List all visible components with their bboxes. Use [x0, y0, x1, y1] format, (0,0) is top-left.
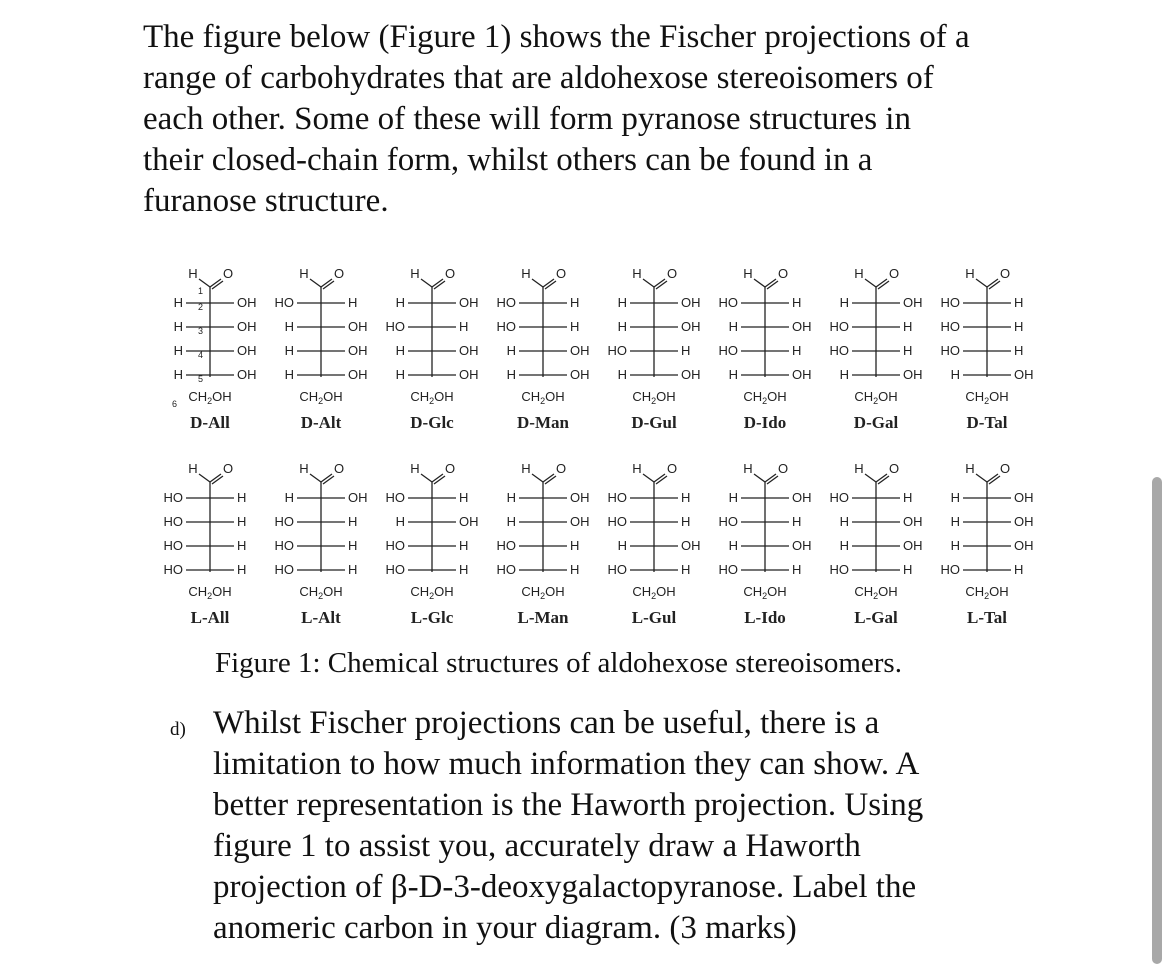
hydroxyl-group: HO [718, 514, 738, 529]
carbon-number: 2 [197, 302, 203, 312]
fischer-structure [821, 257, 931, 407]
hydroxyl-group: HO [718, 343, 738, 358]
h-atom: H [459, 538, 469, 553]
aldehyde-h-atom: H [299, 266, 309, 281]
fischer-structure [488, 452, 598, 602]
hydroxyl-group: OH [237, 367, 257, 382]
hydroxyl-group: HO [163, 490, 183, 505]
aldehyde-h-atom: H [521, 461, 531, 476]
question-line: anomeric carbon in your diagram. (3 marks) [213, 910, 797, 946]
intro-line: each other. Some of these will form pyranose structures in [143, 101, 911, 137]
aldehyde-bond [532, 279, 543, 287]
aldehyde-bond [865, 279, 876, 287]
h-atom: H [839, 367, 849, 382]
h-atom: H [395, 343, 405, 358]
h-atom: H [903, 490, 913, 505]
fischer-projection [155, 452, 265, 627]
ch2oh-group: $CH_2OH$ [410, 584, 454, 601]
hydroxyl-group: HO [385, 538, 405, 553]
aldehyde-o-atom: O [999, 461, 1011, 476]
h-atom: H [839, 538, 849, 553]
hydroxyl-group: HO [940, 319, 960, 334]
hydroxyl-group: HO [718, 562, 738, 577]
hydroxyl-group: HO [607, 514, 627, 529]
fischer-projection [932, 452, 1042, 627]
intro-paragraph [143, 17, 1028, 222]
fischer-structure [377, 257, 487, 407]
question-line: figure 1 to assist you, accurately draw a Haworth [213, 828, 861, 864]
aldehyde-h-atom: H [410, 266, 420, 281]
aldehyde-o-atom: O [333, 461, 345, 476]
h-atom: H [728, 319, 738, 334]
hydroxyl-group: HO [274, 538, 294, 553]
hydroxyl-group: HO [940, 295, 960, 310]
molecule-label: D-Gal [853, 413, 899, 432]
aldehyde-bond [754, 279, 765, 287]
hydroxyl-group: OH [903, 295, 923, 310]
hydroxyl-group: OH [570, 514, 590, 529]
fischer-structure [599, 257, 709, 407]
aldehyde-o-atom: O [888, 461, 900, 476]
h-atom: H [950, 514, 960, 529]
ch2oh-group: $CH_2OH$ [299, 389, 343, 406]
fischer-projection [266, 452, 376, 627]
hydroxyl-group: HO [829, 343, 849, 358]
h-atom: H [284, 319, 294, 334]
h-atom: H [395, 367, 405, 382]
hydroxyl-group: HO [163, 538, 183, 553]
aldehyde-h-atom: H [410, 461, 420, 476]
molecule-label: L-Ido [744, 608, 786, 627]
molecule-label: L-Man [517, 608, 569, 627]
aldehyde-h-atom: H [743, 266, 753, 281]
aldehyde-o-atom: O [777, 461, 789, 476]
fischer-projection [821, 257, 931, 432]
fischer-projection [488, 257, 598, 432]
ch2oh-group: $CH_2OH$ [188, 584, 232, 601]
h-atom: H [237, 490, 247, 505]
hydroxyl-group: OH [681, 538, 701, 553]
hydroxyl-group: HO [274, 514, 294, 529]
hydroxyl-group: OH [903, 367, 923, 382]
aldehyde-h-atom: H [854, 266, 864, 281]
hydroxyl-group: HO [385, 490, 405, 505]
h-atom: H [681, 343, 691, 358]
h-atom: H [728, 490, 738, 505]
hydroxyl-group: HO [385, 562, 405, 577]
hydroxyl-group: OH [570, 367, 590, 382]
ch2oh-group: $CH_2OH$ [854, 584, 898, 601]
hydroxyl-group: HO [607, 490, 627, 505]
question-letter: d) [170, 719, 186, 740]
h-atom: H [681, 514, 691, 529]
h-atom: H [903, 343, 913, 358]
h-atom: H [728, 538, 738, 553]
hydroxyl-group: OH [792, 367, 812, 382]
aldehyde-bond [865, 474, 876, 482]
h-atom: H [617, 295, 627, 310]
aldehyde-o-atom: O [444, 461, 456, 476]
h-atom: H [570, 538, 580, 553]
molecule-label: L-All [190, 608, 230, 627]
molecule-label: L-Gal [854, 608, 898, 627]
figure-caption: Figure 1: Chemical structures of aldohexose stereoisomers. [215, 647, 902, 679]
aldehyde-h-atom: H [854, 461, 864, 476]
h-atom: H [792, 295, 802, 310]
fischer-structure [932, 257, 1042, 407]
aldehyde-o-atom: O [666, 461, 678, 476]
h-atom: H [1014, 562, 1024, 577]
hydroxyl-group: OH [459, 514, 479, 529]
fischer-projection [932, 257, 1042, 432]
h-atom: H [792, 343, 802, 358]
ch2oh-group: $CH_2OH$ [299, 584, 343, 601]
hydroxyl-group: HO [163, 514, 183, 529]
hydroxyl-group: OH [459, 343, 479, 358]
molecule-label: L-Gul [631, 608, 677, 627]
aldehyde-h-atom: H [965, 461, 975, 476]
hydroxyl-group: OH [1014, 538, 1034, 553]
scrollbar[interactable] [1152, 477, 1162, 964]
hydroxyl-group: OH [348, 367, 368, 382]
hydroxyl-group: OH [903, 514, 923, 529]
molecule-label: L-Tal [966, 608, 1007, 627]
h-atom: H [1014, 343, 1024, 358]
hydroxyl-group: OH [1014, 490, 1034, 505]
fischer-projections-figure [163, 257, 1080, 637]
hydroxyl-group: HO [607, 343, 627, 358]
fischer-structure [155, 452, 265, 602]
h-atom: H [459, 319, 469, 334]
h-atom: H [237, 514, 247, 529]
h-atom: H [617, 319, 627, 334]
ch2oh-group: $CH_2OH$ [632, 389, 676, 406]
hydroxyl-group: OH [792, 538, 812, 553]
h-atom: H [570, 319, 580, 334]
aldehyde-h-atom: H [965, 266, 975, 281]
fischer-structure [155, 257, 265, 407]
molecule-label: D-Tal [966, 413, 1008, 432]
hydroxyl-group: OH [1014, 514, 1034, 529]
hydroxyl-group: OH [681, 319, 701, 334]
h-atom: H [284, 343, 294, 358]
h-atom: H [506, 343, 516, 358]
aldehyde-h-atom: H [299, 461, 309, 476]
fischer-structure [266, 257, 376, 407]
h-atom: H [792, 514, 802, 529]
aldehyde-bond [421, 474, 432, 482]
h-atom: H [570, 295, 580, 310]
fischer-projection [377, 257, 487, 432]
ch2oh-group: $CH_2OH$ [965, 389, 1009, 406]
intro-line: furanose structure. [143, 183, 389, 219]
fischer-projection [155, 257, 265, 432]
molecule-label: D-Man [517, 413, 569, 432]
aldehyde-o-atom: O [777, 266, 789, 281]
h-atom: H [348, 538, 358, 553]
aldehyde-bond [643, 474, 654, 482]
aldehyde-h-atom: H [632, 266, 642, 281]
question-text [213, 703, 1026, 949]
h-atom: H [395, 514, 405, 529]
ch2oh-group: $CH_2OH$ [743, 584, 787, 601]
molecule-label: L-Glc [410, 608, 454, 627]
h-atom: H [617, 538, 627, 553]
intro-line: their closed-chain form, whilst others can be found in a [143, 142, 873, 178]
question-line: better representation is the Haworth projection. Using [213, 787, 924, 823]
aldehyde-h-atom: H [743, 461, 753, 476]
aldehyde-h-atom: H [188, 461, 198, 476]
hydroxyl-group: HO [496, 562, 516, 577]
fischer-projection [266, 257, 376, 432]
aldehyde-o-atom: O [666, 266, 678, 281]
intro-line: range of carbohydrates that are aldohexose stereoisomers of [143, 60, 934, 96]
h-atom: H [173, 319, 183, 334]
h-atom: H [950, 367, 960, 382]
intro-line: The figure below (Figure 1) shows the Fischer projections of a [143, 19, 970, 55]
ch2oh-group: $CH_2OH$ [521, 584, 565, 601]
h-atom: H [950, 538, 960, 553]
aldehyde-bond [532, 474, 543, 482]
fischer-structure [710, 257, 820, 407]
question-line: Whilst Fischer projections can be useful, there is a [213, 705, 880, 741]
aldehyde-o-atom: O [555, 461, 567, 476]
fischer-structure [377, 452, 487, 602]
ch2oh-group: $CH_2OH$ [965, 584, 1009, 601]
ch2oh-group: $CH_2OH$ [632, 584, 676, 601]
hydroxyl-group: OH [570, 343, 590, 358]
h-atom: H [284, 490, 294, 505]
aldehyde-h-atom: H [521, 266, 531, 281]
hydroxyl-group: HO [940, 562, 960, 577]
molecule-label: D-Ido [743, 413, 787, 432]
aldehyde-bond [976, 474, 987, 482]
aldehyde-bond [976, 279, 987, 287]
h-atom: H [506, 490, 516, 505]
h-atom: H [792, 562, 802, 577]
h-atom: H [459, 562, 469, 577]
h-atom: H [681, 562, 691, 577]
h-atom: H [839, 514, 849, 529]
h-atom: H [903, 562, 913, 577]
molecule-label: D-Gul [631, 413, 677, 432]
h-atom: H [950, 490, 960, 505]
h-atom: H [173, 367, 183, 382]
hydroxyl-group: OH [570, 490, 590, 505]
molecule-label: L-Alt [301, 608, 341, 627]
ch2oh-group: $CH_2OH$ [521, 389, 565, 406]
aldehyde-bond [310, 279, 321, 287]
h-atom: H [506, 367, 516, 382]
fischer-projection [710, 452, 820, 627]
carbon-number: 4 [197, 350, 203, 360]
molecule-label: D-Alt [300, 413, 342, 432]
hydroxyl-group: OH [459, 295, 479, 310]
fischer-structure [488, 257, 598, 407]
fischer-structure [266, 452, 376, 602]
fischer-projection [488, 452, 598, 627]
carbon-number: 6 [171, 399, 177, 409]
hydroxyl-group: OH [681, 295, 701, 310]
aldehyde-bond [754, 474, 765, 482]
h-atom: H [348, 514, 358, 529]
h-atom: H [570, 562, 580, 577]
aldehyde-o-atom: O [888, 266, 900, 281]
carbon-number: 3 [197, 326, 203, 336]
hydroxyl-group: HO [496, 538, 516, 553]
h-atom: H [173, 343, 183, 358]
carbon-number: 5 [197, 374, 203, 384]
h-atom: H [839, 295, 849, 310]
hydroxyl-group: HO [940, 343, 960, 358]
carbon-number: 1 [197, 286, 203, 296]
hydroxyl-group: HO [496, 319, 516, 334]
aldehyde-h-atom: H [188, 266, 198, 281]
h-atom: H [348, 562, 358, 577]
h-atom: H [903, 319, 913, 334]
hydroxyl-group: OH [792, 490, 812, 505]
aldehyde-bond [310, 474, 321, 482]
hydroxyl-group: HO [718, 295, 738, 310]
fischer-structure [932, 452, 1042, 602]
hydroxyl-group: HO [607, 562, 627, 577]
aldehyde-o-atom: O [999, 266, 1011, 281]
hydroxyl-group: OH [237, 343, 257, 358]
h-atom: H [1014, 295, 1024, 310]
question-line: projection of β-D-3-deoxygalactopyranose. Label the [213, 869, 917, 905]
question-line: limitation to how much information they can show. A [213, 746, 920, 782]
aldehyde-bond [643, 279, 654, 287]
aldehyde-o-atom: O [555, 266, 567, 281]
ch2oh-group: $CH_2OH$ [188, 389, 232, 406]
hydroxyl-group: OH [348, 343, 368, 358]
h-atom: H [395, 295, 405, 310]
hydroxyl-group: HO [274, 295, 294, 310]
aldehyde-o-atom: O [222, 266, 234, 281]
hydroxyl-group: HO [496, 295, 516, 310]
hydroxyl-group: OH [348, 490, 368, 505]
hydroxyl-group: OH [1014, 367, 1034, 382]
hydroxyl-group: OH [237, 319, 257, 334]
h-atom: H [237, 538, 247, 553]
fischer-projection [821, 452, 931, 627]
h-atom: H [348, 295, 358, 310]
h-atom: H [173, 295, 183, 310]
ch2oh-group: $CH_2OH$ [743, 389, 787, 406]
hydroxyl-group: OH [348, 319, 368, 334]
molecule-label: D-Glc [410, 413, 454, 432]
molecule-label: D-All [190, 413, 230, 432]
hydroxyl-group: HO [274, 562, 294, 577]
h-atom: H [617, 367, 627, 382]
h-atom: H [728, 367, 738, 382]
aldehyde-bond [199, 474, 210, 482]
fischer-structure [599, 452, 709, 602]
h-atom: H [506, 514, 516, 529]
hydroxyl-group: HO [829, 490, 849, 505]
fischer-structure [821, 452, 931, 602]
fischer-projection [710, 257, 820, 432]
fischer-structure [710, 452, 820, 602]
h-atom: H [1014, 319, 1024, 334]
h-atom: H [237, 562, 247, 577]
h-atom: H [681, 490, 691, 505]
aldehyde-h-atom: H [632, 461, 642, 476]
hydroxyl-group: OH [459, 367, 479, 382]
ch2oh-group: $CH_2OH$ [410, 389, 454, 406]
aldehyde-o-atom: O [222, 461, 234, 476]
hydroxyl-group: OH [237, 295, 257, 310]
fischer-projection [599, 452, 709, 627]
h-atom: H [284, 367, 294, 382]
aldehyde-o-atom: O [444, 266, 456, 281]
hydroxyl-group: OH [681, 367, 701, 382]
aldehyde-bond [421, 279, 432, 287]
hydroxyl-group: HO [163, 562, 183, 577]
fischer-projection [599, 257, 709, 432]
h-atom: H [459, 490, 469, 505]
hydroxyl-group: OH [792, 319, 812, 334]
hydroxyl-group: HO [385, 319, 405, 334]
aldehyde-o-atom: O [333, 266, 345, 281]
hydroxyl-group: HO [829, 562, 849, 577]
hydroxyl-group: HO [829, 319, 849, 334]
fischer-projection [377, 452, 487, 627]
ch2oh-group: $CH_2OH$ [854, 389, 898, 406]
hydroxyl-group: OH [903, 538, 923, 553]
